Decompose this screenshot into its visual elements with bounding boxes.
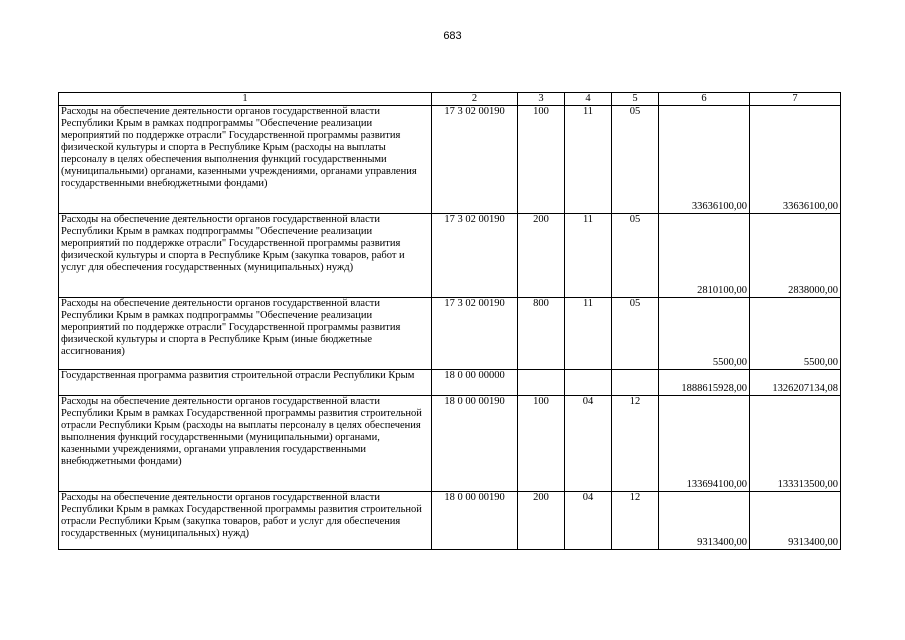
header-col-7: 7 [750, 93, 841, 106]
table-row [59, 492, 841, 550]
header-col-6: 6 [659, 93, 750, 106]
table-row [59, 370, 841, 396]
header-col-1: 1 [59, 93, 432, 106]
row-amount-2: 2838000,00 [750, 214, 841, 298]
header-col-4: 4 [565, 93, 612, 106]
row-name: Государственная программа развития строительной отрасли Республики Крым [59, 370, 432, 396]
row-expense-type: 200 [518, 492, 565, 550]
row-name: Расходы на обеспечение деятельности органов государственной власти Республики Крым в рамках подпрограммы "Обеспечение реализации мероприятий по поддержке отрасли" Государственной программы развития физической культуры и спорта в Республике Крым (закупка товаров, работ и услуг для обеспечения государственных (муниципальных) нужд) [59, 214, 432, 298]
row-target-code: 17 3 02 00190 [432, 214, 518, 298]
header-col-2: 2 [432, 93, 518, 106]
row-amount-1: 5500,00 [659, 298, 750, 370]
row-name: Расходы на обеспечение деятельности органов государственной власти Республики Крым в рамках подпрограммы "Обеспечение реализации мероприятий по поддержке отрасли" Государственной программы развития физической культуры и спорта в Республике Крым (иные бюджетные ассигнования) [59, 298, 432, 370]
row-expense-type: 100 [518, 106, 565, 214]
row-subsection: 05 [612, 214, 659, 298]
row-amount-2: 1326207134,08 [750, 370, 841, 396]
table-row [59, 214, 841, 298]
table-header-row [59, 93, 841, 106]
row-subsection: 05 [612, 298, 659, 370]
row-amount-2: 9313400,00 [750, 492, 841, 550]
row-expense-type: 800 [518, 298, 565, 370]
row-section [565, 370, 612, 396]
row-amount-1: 9313400,00 [659, 492, 750, 550]
row-name: Расходы на обеспечение деятельности органов государственной власти Республики Крым в рамках подпрограммы "Обеспечение реализации мероприятий по поддержке отрасли" Государственной программы развития физической культуры и спорта в Республике Крым (расходы на выплаты персоналу в целях обеспечения выполнения функций государственными (муниципальными) органами, казенными учреждениями, органами управления государственными внебюджетными фондами) [59, 106, 432, 214]
row-amount-1: 33636100,00 [659, 106, 750, 214]
row-target-code: 17 3 02 00190 [432, 298, 518, 370]
header-col-3: 3 [518, 93, 565, 106]
row-name: Расходы на обеспечение деятельности органов государственной власти Республики Крым в рамках Государственной программы развития строительной отрасли Республики Крым (расходы на выплаты персоналу в целях обеспечения выполнения функций государственными (муниципальными) органами, казенными учреждениями, органами управления государственными внебюджетными фондами) [59, 396, 432, 492]
row-amount-1: 133694100,00 [659, 396, 750, 492]
header-col-5: 5 [612, 93, 659, 106]
row-target-code: 17 3 02 00190 [432, 106, 518, 214]
row-amount-2: 133313500,00 [750, 396, 841, 492]
row-subsection: 12 [612, 396, 659, 492]
row-expense-type [518, 370, 565, 396]
row-target-code: 18 0 00 00190 [432, 396, 518, 492]
row-subsection: 12 [612, 492, 659, 550]
budget-table [58, 92, 841, 550]
row-amount-1: 1888615928,00 [659, 370, 750, 396]
row-amount-2: 5500,00 [750, 298, 841, 370]
row-section: 11 [565, 214, 612, 298]
table-row [59, 298, 841, 370]
table-row [59, 396, 841, 492]
table-row [59, 106, 841, 214]
row-amount-2: 33636100,00 [750, 106, 841, 214]
row-target-code: 18 0 00 00000 [432, 370, 518, 396]
row-target-code: 18 0 00 00190 [432, 492, 518, 550]
row-expense-type: 200 [518, 214, 565, 298]
row-section: 04 [565, 396, 612, 492]
row-section: 11 [565, 106, 612, 214]
row-subsection [612, 370, 659, 396]
page-number: 683 [443, 30, 462, 42]
row-amount-1: 2810100,00 [659, 214, 750, 298]
row-section: 11 [565, 298, 612, 370]
row-name: Расходы на обеспечение деятельности органов государственной власти Республики Крым в рамках Государственной программы развития строительной отрасли Республики Крым (закупка товаров, работ и услуг для обеспечения государственных (муниципальных) нужд) [59, 492, 432, 550]
row-expense-type: 100 [518, 396, 565, 492]
row-subsection: 05 [612, 106, 659, 214]
row-section: 04 [565, 492, 612, 550]
